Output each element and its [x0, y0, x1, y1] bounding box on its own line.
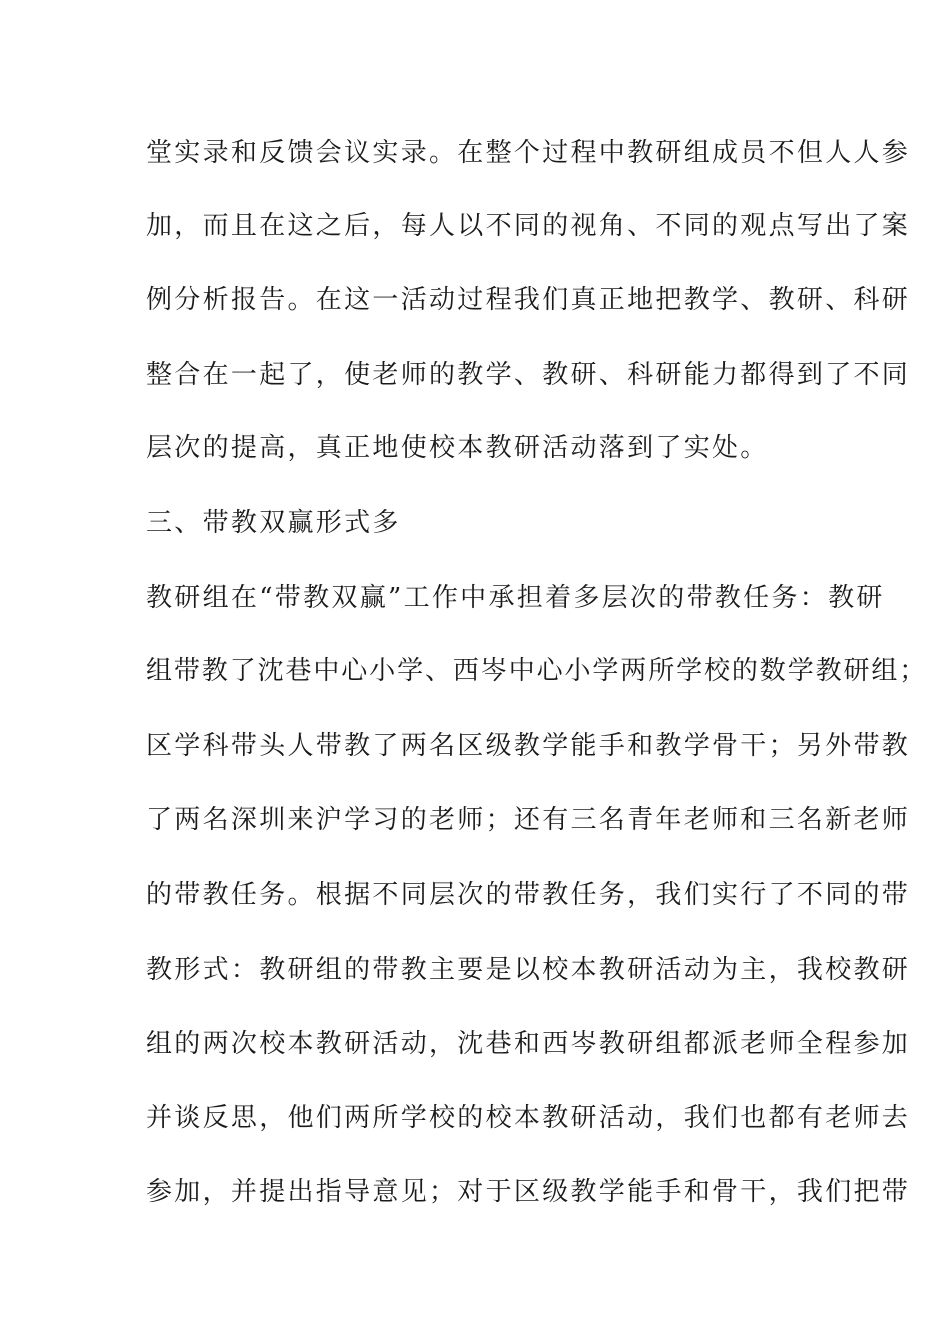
paragraph-line: 组带教了沈巷中心小学、西岑中心小学两所学校的数学教研组； [146, 656, 928, 686]
paragraph-line: 区学科带头人带教了两名区级教学能手和教学骨干；另外带教 [146, 731, 911, 761]
paragraph-line: 参加，并提出指导意见；对于区级教学能手和骨干，我们把带 [146, 1177, 911, 1207]
paragraph-line: 的带教任务。根据不同层次的带教任务，我们实行了不同的带 [146, 880, 911, 910]
paragraph-line: 整合在一起了，使老师的教学、教研、科研能力都得到了不同 [146, 360, 911, 390]
paragraph-line: 教研组在“带教双赢”工作中承担着多层次的带教任务：教研 [146, 583, 885, 613]
paragraph-line: 了两名深圳来沪学习的老师；还有三名青年老师和三名新老师 [146, 805, 911, 835]
paragraph-line: 教形式：教研组的带教主要是以校本教研活动为主，我校教研 [146, 955, 911, 985]
paragraph-line: 组的两次校本教研活动，沈巷和西岑教研组都派老师全程参加 [146, 1029, 911, 1059]
paragraph-line: 堂实录和反馈会议实录。在整个过程中教研组成员不但人人参 [146, 138, 911, 168]
section-heading: 三、带教双赢形式多 [146, 508, 401, 538]
paragraph-line: 加，而且在这之后，每人以不同的视角、不同的观点写出了案 [146, 211, 911, 241]
paragraph-line: 层次的提高，真正地使校本教研活动落到了实处。 [146, 433, 769, 463]
paragraph-line: 并谈反思，他们两所学校的校本教研活动，我们也都有老师去 [146, 1103, 911, 1133]
paragraph-line: 例分析报告。在这一活动过程我们真正地把教学、教研、科研 [146, 285, 911, 315]
